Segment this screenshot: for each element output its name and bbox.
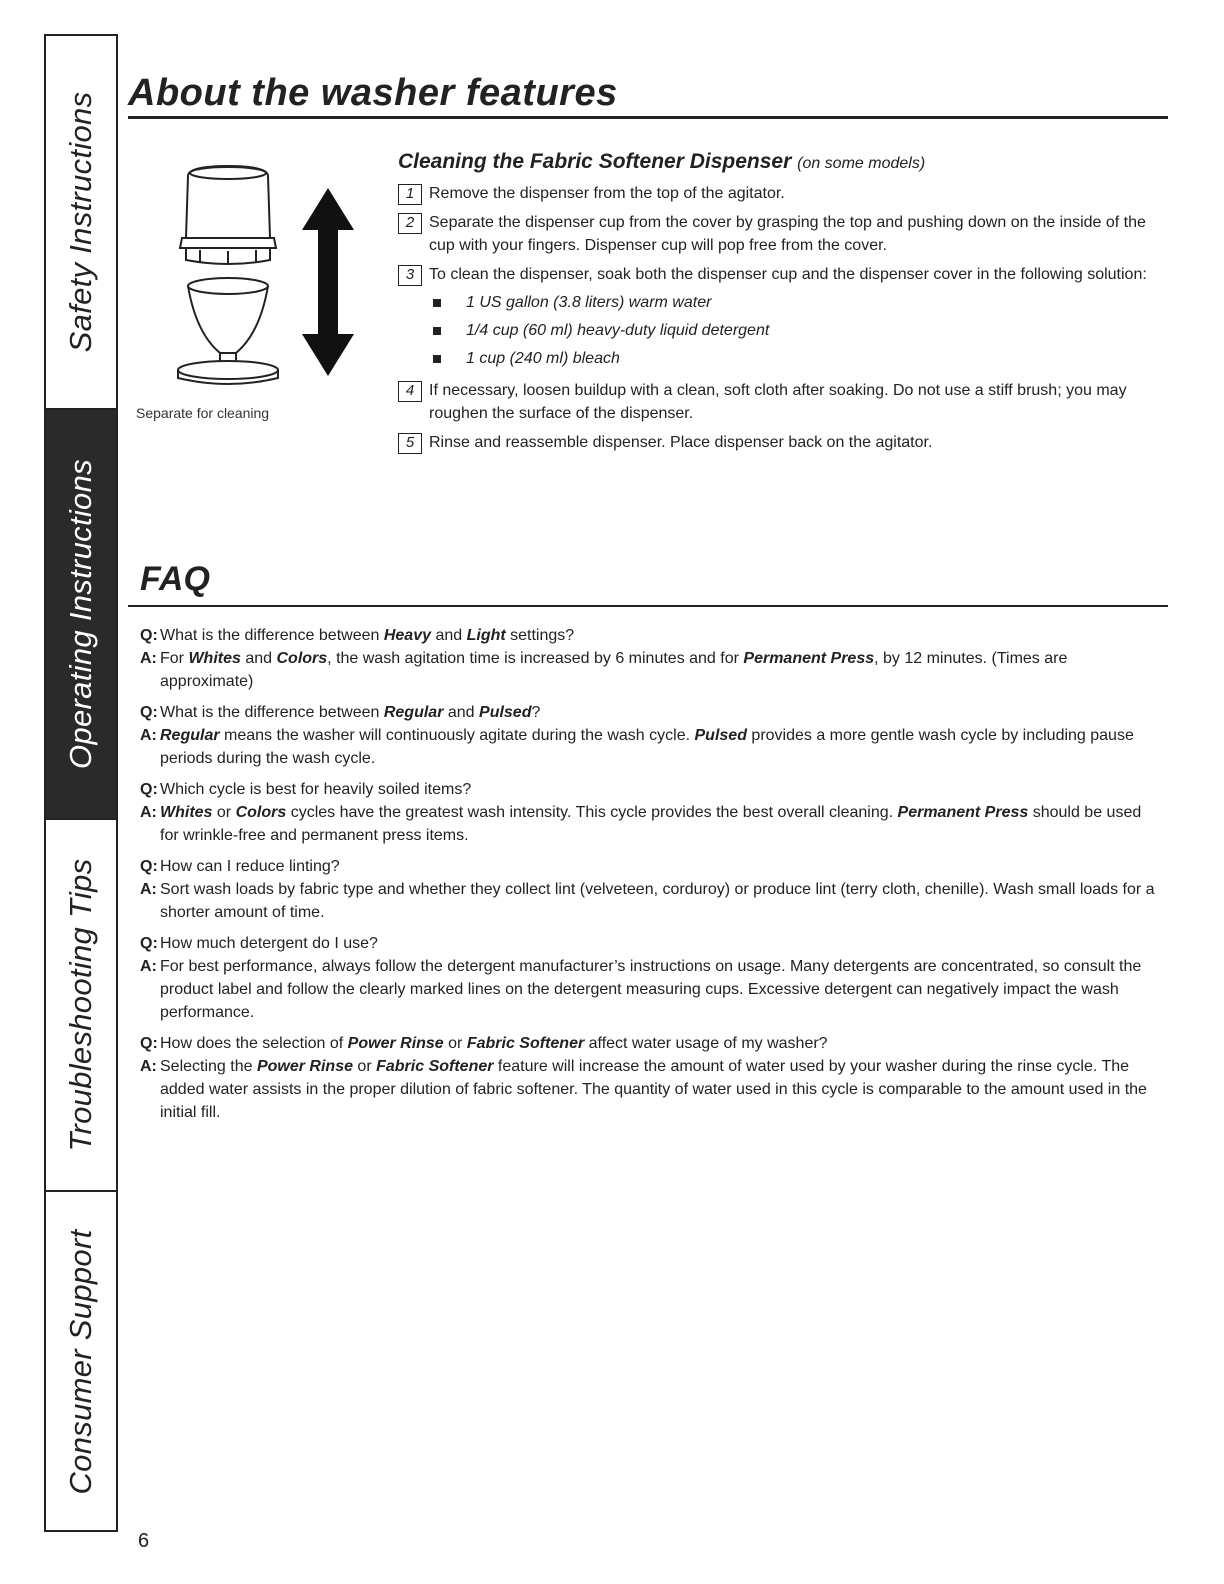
text-segment: and	[240, 650, 277, 667]
step-number-box: 2	[398, 213, 422, 234]
text-segment: and	[443, 704, 480, 721]
text-segment: , the wash agitation time is increased by 6 minutes and for	[327, 650, 744, 667]
faq-answer	[140, 955, 1160, 1024]
side-tab-nav	[44, 34, 118, 1532]
faq-answer	[140, 724, 1160, 770]
text-segment: Selecting the	[160, 1058, 257, 1075]
faq-question-prefix: Q:	[140, 935, 158, 952]
step-number-box: 1	[398, 184, 422, 205]
step-text: Separate the dispenser cup from the cover by grasping the top and pushing down on the inside of the cup with your fingers. Dispenser cup will pop free from the cover.	[429, 214, 1146, 254]
text-segment: or	[352, 1058, 377, 1075]
solution-item: 1 US gallon (3.8 liters) warm water	[429, 289, 1158, 317]
step-item	[398, 211, 1158, 257]
step-text: To clean the dispenser, soak both the dispenser cup and the dispenser cover in the following solution:	[429, 266, 1147, 283]
step-number-box: 5	[398, 433, 422, 454]
keyword: Colors	[235, 804, 287, 821]
keyword: Regular	[160, 727, 220, 744]
text-segment: What is the difference between	[160, 704, 384, 721]
keyword: Colors	[276, 650, 328, 667]
text-segment: Which cycle is best for heavily soiled items?	[160, 781, 472, 798]
text-segment: For best performance, always follow the detergent manufacturer’s instructions on usage. Many detergents are concentrated, so consult the product label and follow the clearly marked lines on the detergent measuring cups. Excessive detergent can negatively impact the wash performance.	[160, 958, 1142, 1021]
title-divider	[128, 116, 1168, 119]
text-segment: affect water usage of my washer?	[584, 1035, 828, 1052]
text-segment: How can I reduce linting?	[160, 858, 340, 875]
faq-item	[140, 701, 1160, 770]
tab-troubleshooting-tips[interactable]	[46, 820, 116, 1192]
solution-item: 1 cup (240 ml) bleach	[429, 345, 1158, 373]
page-title: About the washer features	[128, 72, 618, 114]
step-item	[398, 431, 1158, 454]
text-segment: settings?	[505, 627, 575, 644]
faq-item	[140, 778, 1160, 847]
step-item	[398, 182, 1158, 205]
faq-question	[140, 778, 1160, 801]
tab-label: Operating Instructions	[63, 459, 98, 769]
faq-question-prefix: Q:	[140, 781, 158, 798]
faq-item	[140, 624, 1160, 693]
faq-answer	[140, 801, 1160, 847]
faq-question-prefix: Q:	[140, 858, 158, 875]
text-segment: Sort wash loads by fabric type and whether they collect lint (velveteen, corduroy) or produce lint (terry cloth, chenille). Wash small loads for a shorter amount of time.	[160, 881, 1155, 921]
text-segment: means the washer will continuously agitate during the wash cycle.	[219, 727, 695, 744]
faq-title: FAQ	[140, 560, 210, 598]
keyword: Permanent Press	[743, 650, 875, 667]
faq-question	[140, 932, 1160, 955]
keyword: Permanent Press	[897, 804, 1029, 821]
faq-answer	[140, 647, 1160, 693]
faq-question	[140, 1032, 1160, 1055]
illustration-caption: Separate for cleaning	[136, 405, 270, 421]
faq-answer-prefix: A:	[140, 727, 157, 744]
keyword: Heavy	[383, 627, 431, 644]
faq-answer	[140, 1055, 1160, 1124]
step-text: If necessary, loosen buildup with a clean, soft cloth after soaking. Do not use a stiff brush; you may roughen the surface of the dispenser.	[429, 382, 1127, 422]
faq-answer	[140, 878, 1160, 924]
keyword: Power Rinse	[256, 1058, 353, 1075]
tab-safety-instructions[interactable]	[46, 36, 116, 410]
faq-question-prefix: Q:	[140, 627, 158, 644]
faq-question	[140, 701, 1160, 724]
page-number: 6	[138, 1530, 150, 1552]
dispenser-title-text: Cleaning the Fabric Softener Dispenser	[398, 150, 792, 173]
text-segment: How much detergent do I use?	[160, 935, 378, 952]
step-text: Remove the dispenser from the top of the agitator.	[429, 185, 785, 202]
faq-answer-prefix: A:	[140, 958, 157, 975]
text-segment: or	[443, 1035, 467, 1052]
keyword: Regular	[383, 704, 444, 721]
faq-question	[140, 855, 1160, 878]
step-text: Rinse and reassemble dispenser. Place dispenser back on the agitator.	[429, 434, 933, 451]
tab-label: Troubleshooting Tips	[63, 858, 98, 1152]
keyword: Power Rinse	[347, 1035, 444, 1052]
text-segment: How does the selection of	[160, 1035, 348, 1052]
tab-consumer-support[interactable]	[46, 1192, 116, 1532]
tab-label: Consumer Support	[63, 1229, 98, 1495]
keyword: Pulsed	[479, 704, 532, 721]
faq-question-prefix: Q:	[140, 1035, 158, 1052]
up-down-arrow-icon	[302, 188, 354, 376]
keyword: Whites	[160, 804, 213, 821]
text-segment: feature will increase the amount of water used by your washer during the rinse cycle. The added water assists in the proper dilution of fabric softener. The quantity of water used in this cycle is comparable to the amount used in the initial fill.	[160, 1058, 1147, 1121]
faq-question-prefix: Q:	[140, 704, 158, 721]
text-segment: or	[212, 804, 236, 821]
faq-answer-prefix: A:	[140, 650, 157, 667]
text-segment: ?	[531, 704, 541, 721]
faq-item	[140, 855, 1160, 924]
tab-label: Safety Instructions	[63, 91, 98, 353]
text-segment: cycles have the greatest wash intensity. This cycle provides the best overall cleaning.	[286, 804, 898, 821]
text-segment: and	[431, 627, 467, 644]
faq-question	[140, 624, 1160, 647]
step-item	[398, 379, 1158, 425]
tab-operating-instructions[interactable]	[46, 410, 116, 820]
dispenser-steps	[398, 182, 1158, 460]
keyword: Pulsed	[694, 727, 747, 744]
faq-answer-prefix: A:	[140, 881, 157, 898]
keyword: Fabric Softener	[376, 1058, 494, 1075]
faq-answer-prefix: A:	[140, 804, 157, 821]
faq-divider	[128, 605, 1168, 607]
solution-item: 1/4 cup (60 ml) heavy-duty liquid detergent	[429, 317, 1158, 345]
step-number-box: 4	[398, 381, 422, 402]
keyword: Whites	[188, 650, 241, 667]
faq-list	[140, 624, 1160, 1132]
keyword: Fabric Softener	[466, 1035, 585, 1052]
dispenser-title-note: (on some models)	[797, 155, 926, 172]
text-segment: What is the difference between	[160, 627, 384, 644]
solution-list	[429, 289, 1158, 373]
faq-item	[140, 1032, 1160, 1124]
step-number-box: 3	[398, 265, 422, 286]
dispenser-section-title	[398, 150, 925, 174]
faq-item	[140, 932, 1160, 1024]
text-segment: , by 12 minutes. (Times are approximate)	[160, 650, 1068, 690]
dispenser-illustration	[160, 158, 380, 398]
text-segment: For	[160, 650, 189, 667]
text-segment: should be used for wrinkle-free and permanent press items.	[160, 804, 1142, 844]
faq-answer-prefix: A:	[140, 1058, 157, 1075]
step-item	[398, 263, 1158, 373]
keyword: Light	[466, 627, 506, 644]
text-segment: provides a more gentle wash cycle by including pause periods during the wash cycle.	[160, 727, 1134, 767]
